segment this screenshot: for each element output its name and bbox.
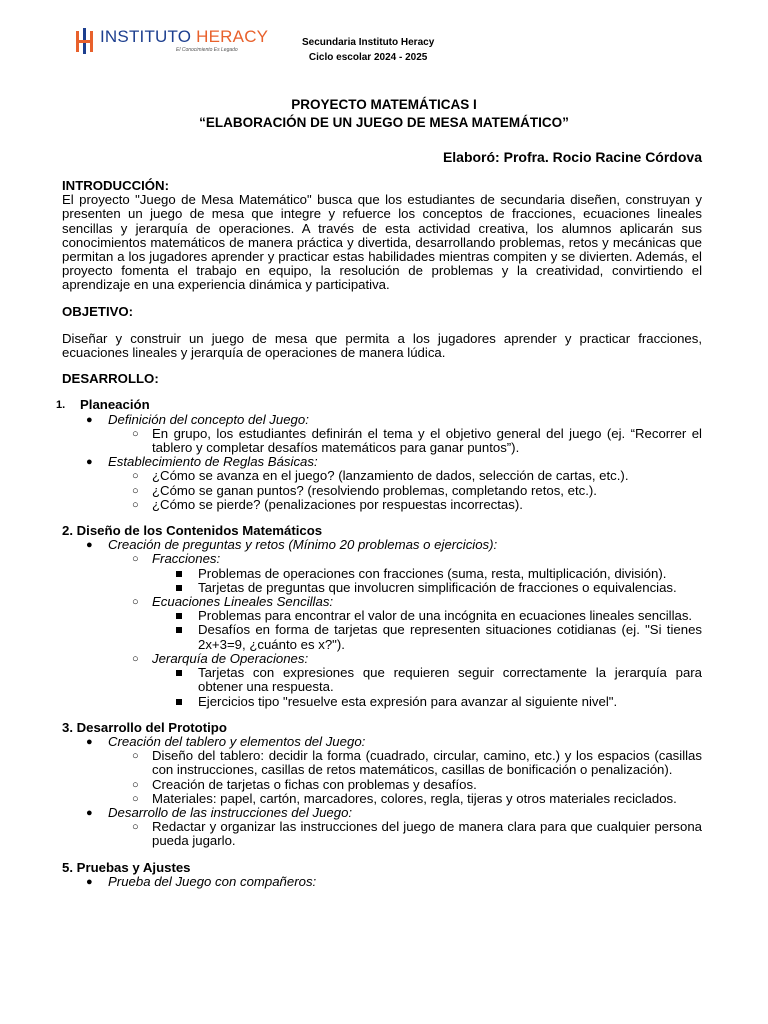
list-item: ○ Diseño del tablero: decidir la forma (cuadrado, circular, camino, etc.) y los espacios (casillas con instrucciones, casillas de retos matemáticos, casillas de bonificación o penalización). [132, 748, 702, 778]
section-1-number: 1. [56, 399, 66, 412]
intro-text: El proyecto "Juego de Mesa Matemático" busca que los estudiantes de secundaria diseñen, construyan y presenten un juego de mesa que integre y refuerce los conceptos de fracciones, ecuaciones lineales sencillas y jerarquía de operaciones. A través de esta actividad creativa, los alumnos aplicarán sus conocimientos matemáticos de manera práctica y divertida, desarrollando problemas, retos y mecánicas que permitan a los jugadores aprender y practicar estas habilidades mientras compiten y se divierten. Además, el proyecto fomenta el trabajo en equipo, la resolución de problemas y la creatividad, convirtiendo el aprendizaje en una experiencia dinámica y participativa. [62, 192, 702, 293]
circle-bullet-icon: ○ [132, 778, 139, 791]
list-item: Problemas para encontrar el valor de una incógnita en ecuaciones lineales sencillas. [62, 609, 702, 623]
school-name: Secundaria Instituto Heracy [302, 37, 435, 48]
list-item: ● Creación del tablero y elementos del Juego: [86, 733, 366, 749]
list-item: Tarjetas con expresiones que requieren seguir correctamente la jerarquía para obtener una respuesta. [62, 666, 702, 694]
square-bullet-icon [176, 627, 182, 633]
list-item: Desafíos en forma de tarjetas que representen situaciones cotidianas (ej. "Si tienes 2x+3=9, ¿cuánto es x?"). [62, 623, 702, 651]
square-bullet-icon [176, 699, 182, 705]
bullet-icon: ● [86, 806, 93, 819]
list-item: ○ Materiales: papel, cartón, marcadores, colores, regla, tijeras y otros materiales reciclados. [132, 790, 677, 806]
bullet-icon: ● [86, 539, 93, 552]
list-item: Ejercicios tipo "resuelve esta expresión para avanzar al siguiente nivel". [62, 695, 702, 709]
document-body [56, 178, 702, 889]
list-item: ● Desarrollo de las instrucciones del Juego: [86, 804, 353, 820]
bullet-icon: ● [86, 735, 93, 748]
circle-bullet-icon: ○ [132, 821, 139, 834]
bullet-icon: ● [86, 413, 93, 426]
list-item: ● Creación de preguntas y retos (Mínimo 20 problemas o ejercicios): [86, 537, 498, 553]
development-heading: DESARROLLO: [62, 371, 159, 387]
list-item: ○ ¿Cómo se avanza en el juego? (lanzamiento de dados, selección de cartas, etc.). [132, 468, 629, 484]
list-item: ○ Fracciones: [132, 551, 221, 567]
circle-bullet-icon: ○ [132, 498, 139, 511]
circle-bullet-icon: ○ [132, 596, 139, 609]
bullet-icon: ● [86, 456, 93, 469]
school-year: Ciclo escolar 2024 - 2025 [308, 52, 428, 63]
square-bullet-icon [176, 613, 182, 619]
list-item: Problemas de operaciones con fracciones (suma, resta, multiplicación, división). [62, 567, 702, 581]
list-item: ○ Redactar y organizar las instrucciones del juego de manera clara para que cualquier persona pueda jugarlo. [132, 819, 702, 849]
list-item: ● Prueba del Juego con compañeros: [86, 873, 317, 889]
institution-logo [74, 28, 268, 54]
objective-text: Diseñar y construir un juego de mesa que permita a los jugadores aprender y practicar fracciones, ecuaciones lineales y jerarquía de operaciones de manera lúdica. [62, 330, 702, 361]
section-2-title: 2. Diseño de los Contenidos Matemáticos [62, 523, 323, 539]
title-line-1: PROYECTO MATEMÁTICAS I [291, 97, 477, 112]
circle-bullet-icon: ○ [132, 652, 139, 665]
list-item: ○ ¿Cómo se ganan puntos? (resolviendo problemas, completando retos, etc.). [132, 482, 597, 498]
author-line: Elaboró: Profra. Rocio Racine Córdova [442, 149, 702, 165]
list-item: ○ En grupo, los estudiantes definirán el tema y el objetivo general del juego (ej. “Recorrer el tablero y completar desafíos matemáticos para ganar puntos”). [132, 425, 702, 456]
circle-bullet-icon: ○ [132, 792, 139, 805]
list-item: ● Establecimiento de Reglas Básicas: [86, 454, 318, 470]
square-bullet-icon [176, 571, 182, 577]
intro-heading: INTRODUCCIÓN: [62, 178, 169, 193]
bullet-icon: ● [86, 875, 93, 888]
objective-heading: OBJETIVO: [62, 303, 134, 319]
circle-bullet-icon: ○ [132, 553, 139, 566]
section-3-title: 3. Desarrollo del Prototipo [62, 719, 227, 735]
list-item: ○ ¿Cómo se pierde? (penalizaciones por respuestas incorrectas). [132, 496, 523, 512]
square-bullet-icon [176, 585, 182, 591]
list-item: ○ Jerarquía de Operaciones: [132, 650, 309, 666]
heracy-logo-icon [74, 28, 96, 54]
square-bullet-icon [176, 670, 182, 676]
section-5-title: 5. Pruebas y Ajustes [62, 859, 191, 875]
section-1-heading [56, 397, 702, 413]
list-item: ○ Ecuaciones Lineales Sencillas: [132, 594, 334, 610]
logo-tagline: El Conocimiento Es Legado [176, 47, 238, 53]
circle-bullet-icon: ○ [132, 484, 139, 497]
title-line-2: “ELABORACIÓN DE UN JUEGO DE MESA MATEMÁTICO” [199, 115, 569, 130]
circle-bullet-icon: ○ [132, 470, 139, 483]
section-1-title: Planeación [80, 397, 150, 413]
page-header [74, 26, 694, 66]
school-info [302, 35, 434, 65]
list-item: Tarjetas de preguntas que involucren simplificación de fracciones o equivalencias. [62, 581, 702, 595]
circle-bullet-icon: ○ [132, 750, 139, 763]
circle-bullet-icon: ○ [132, 427, 139, 440]
list-item: ● Definición del concepto del Juego: [86, 411, 309, 427]
list-item: ○ Creación de tarjetas o fichas con problemas y desafíos. [132, 776, 477, 792]
logo-wordmark: INSTITUTO HERACY [100, 27, 269, 46]
document-title [0, 96, 768, 132]
